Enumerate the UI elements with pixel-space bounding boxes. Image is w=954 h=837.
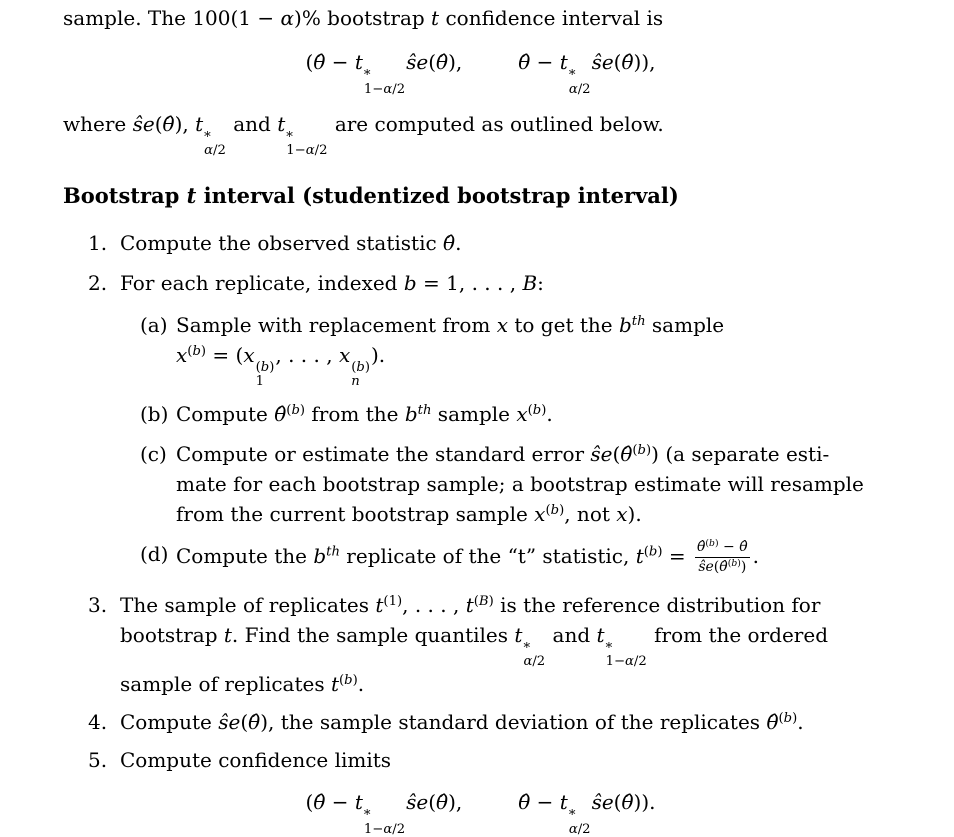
substep-text: Compute the $b^{th}$ replicate of the “t” statistic, $t^{(b)}$ = $\frac{\thetâ^{(b)} - \thetâ}{ŝe(\thetâ^{(b)})}$ . xyxy=(176,538,759,575)
step-item-4 xyxy=(63,707,898,737)
step-number: 4. xyxy=(88,710,108,735)
step-body xyxy=(120,268,898,576)
substep-item-d xyxy=(120,539,898,576)
step-item-5 xyxy=(63,745,898,775)
substep-text: Compute θ̂$^{(b)}$ from the $b^{th}$ sample $x^{(b)}$. xyxy=(176,402,553,427)
substep-label: (b) xyxy=(140,402,169,427)
step-number: 5. xyxy=(88,748,108,773)
confidence-interval-equation-top: (θ̂ − t * 1−α/2 ŝe(θ̂), θ̂ − t * α/2 ŝe(θ̂)), xyxy=(305,50,656,97)
step-item-1 xyxy=(63,228,898,258)
steps-list xyxy=(63,228,898,776)
step-text: Compute the observed statistic θ̂. xyxy=(120,230,462,255)
step-item-2 xyxy=(63,268,898,576)
substeps-list xyxy=(120,310,898,576)
section-heading: Bootstrap t interval (studentized bootstrap interval) xyxy=(63,183,679,209)
substep-label: (c) xyxy=(140,442,167,467)
step-text: Compute confidence limits xyxy=(120,748,392,773)
substep-label: (d) xyxy=(140,542,169,567)
step-item-3 xyxy=(63,590,898,700)
substep-item-b xyxy=(120,399,898,429)
substep-label: (a) xyxy=(140,312,168,337)
substep-text: Compute or estimate the standard error ŝe(θ̂$^{(b)}$) (a separate esti- mate for each bootstrap sample; a bootstrap estimate will resample from the current bootstrap sample $x^{(b)}$, not x). xyxy=(176,442,864,527)
step-number: 1. xyxy=(88,230,108,255)
substep-item-a xyxy=(120,310,898,390)
step-text: Compute ŝe(θ̂), the sample standard deviation of the replicates θ̂$^{(b)}$. xyxy=(120,710,804,735)
confidence-interval-equation-bottom: (θ̂ − t * 1−α/2 ŝe(θ̂), θ̂ − t * α/2 ŝe(θ̂)). xyxy=(305,790,656,837)
step-text: The sample of replicates $t^{(1)}$, . . . , $t^{(B)}$ is the reference distribution for bootstrap t. Find the sample quantiles t * α/2 and t * 1−α/2 from the ordered sample of replicates $t^{(b)}$. xyxy=(120,592,828,697)
intro-paragraph: sample. The 100(1 − α)% bootstrap t confidence interval is xyxy=(63,6,664,30)
substep-item-c xyxy=(120,439,898,529)
step-number: 2. xyxy=(88,270,108,295)
where-paragraph: where ŝe(θ̂), t * α/2 and t * 1−α/2 are computed as outlined below. xyxy=(63,111,664,159)
step-text: For each replicate, indexed b = 1, . . . , B: xyxy=(120,270,544,295)
substep-text: Sample with replacement from x to get the $b^{th}$ sample $x^{(b)} = (x$ (b) 1 , . . . , x (b) n ). xyxy=(176,312,725,390)
step-number: 3. xyxy=(88,592,108,617)
